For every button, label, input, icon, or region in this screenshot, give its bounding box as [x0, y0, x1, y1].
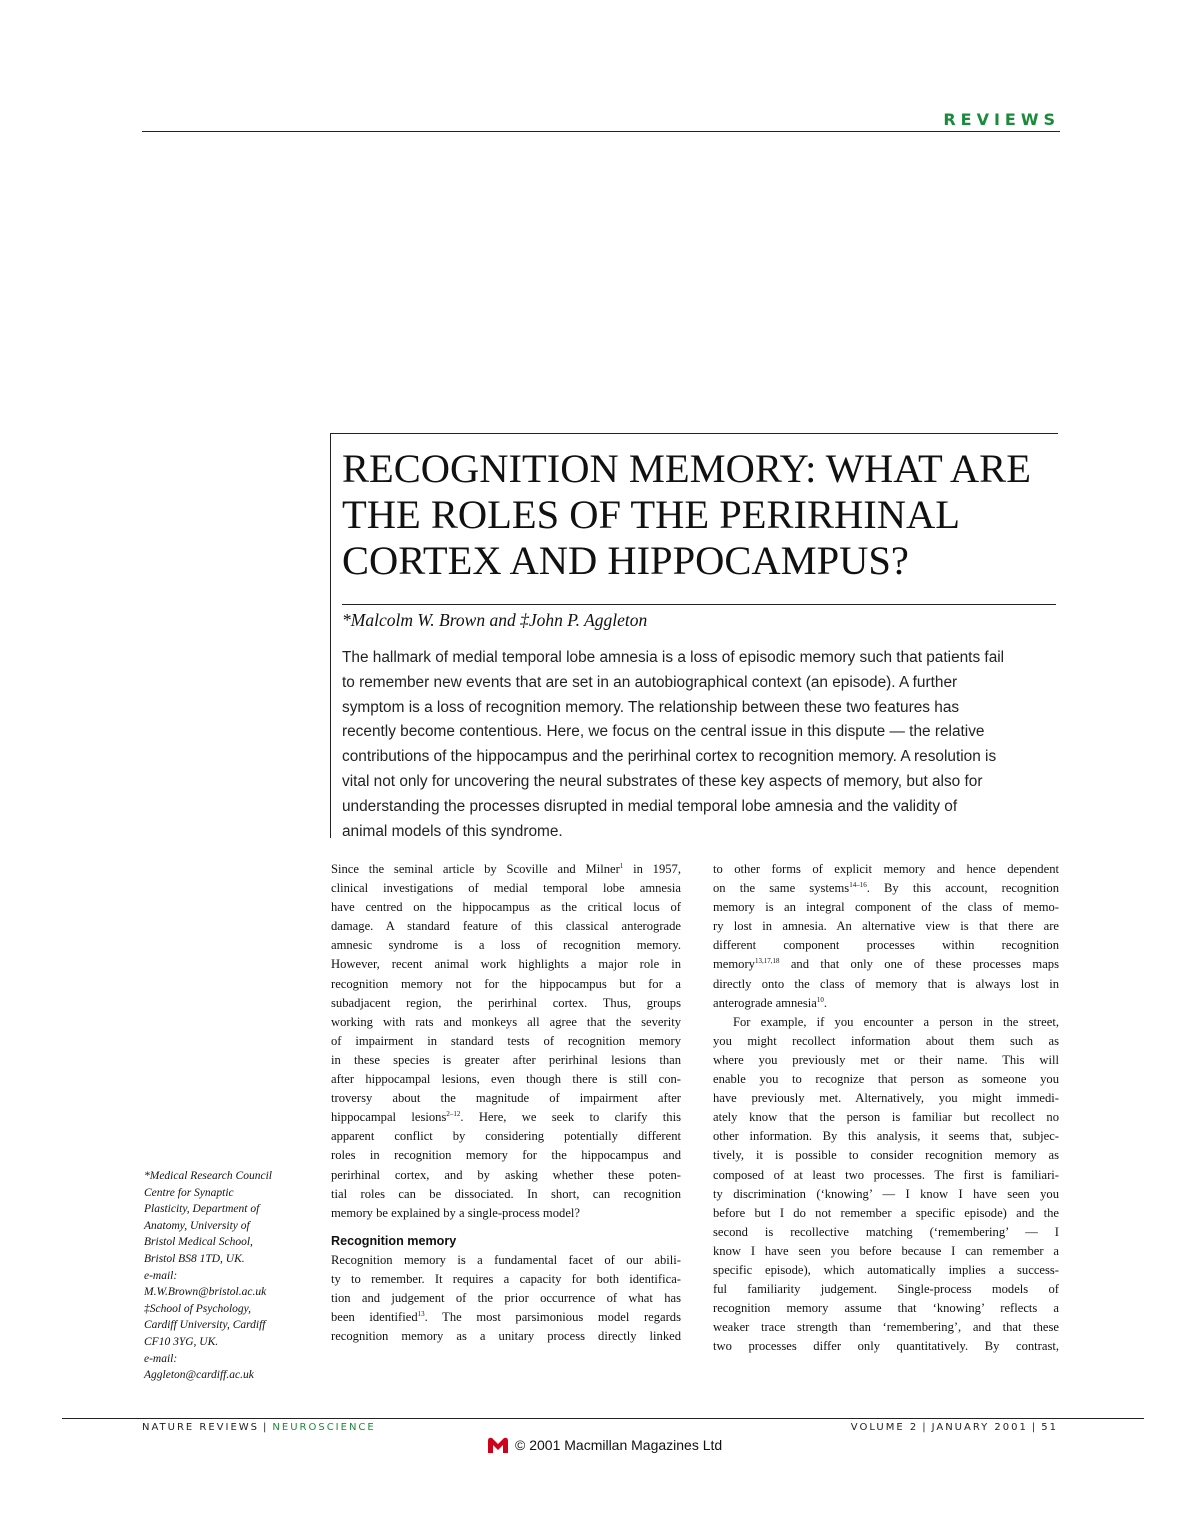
- citation: 10: [816, 995, 824, 1004]
- body-line: ty discrimination (‘knowing’ — I know I have seen you: [713, 1186, 1059, 1201]
- author-affiliations: [144, 1168, 304, 1384]
- body-line: subadjacent region, the perirhinal cortex. Thus, groups: [331, 995, 681, 1010]
- body-line: recognition memory assume that ‘knowing’ reflects a: [713, 1301, 1059, 1316]
- body-line: to other forms of explicit memory and hence dependent: [713, 862, 1059, 876]
- body-line: However, recent animal work highlights a major role in: [331, 957, 681, 972]
- body-line: ry lost in amnesia. An alternative view is that there are: [713, 919, 1059, 934]
- body-line: you might recollect information about them such as: [713, 1033, 1059, 1048]
- body-line: tion and judgement of the prior occurrence of what has: [331, 1291, 681, 1306]
- body-line: perirhinal cortex, and by asking whether these poten-: [331, 1167, 681, 1182]
- abstract-line: vital not only for uncovering the neural substrates of these key aspects of memory, but also for: [342, 772, 983, 790]
- body-line: of impairment in standard tests of recognition memory: [331, 1033, 681, 1048]
- abstract-line: symptom is a loss of recognition memory. The relationship between these two features has: [342, 698, 960, 716]
- affiliation-line: Bristol Medical School,: [144, 1236, 253, 1249]
- affiliation-line: Bristol BS8 1TD, UK.: [144, 1252, 245, 1265]
- title-frame-left: [330, 433, 331, 838]
- body-column-1: [331, 860, 681, 1346]
- body-line: have centred on the hippocampus as the critical locus of: [331, 900, 681, 915]
- body-line: troversy about the magnitude of impairment after: [331, 1091, 681, 1106]
- body-line: ty to remember. It requires a capacity for both identifica-: [331, 1271, 681, 1286]
- body-line: ful familiarity judgement. Single-process models of: [713, 1282, 1059, 1297]
- copyright-notice: [487, 1436, 722, 1454]
- affiliation-line: Plasticity, Department of: [144, 1203, 260, 1216]
- footer-journal: NATURE REVIEWS | NEUROSCIENCE: [142, 1422, 376, 1433]
- issue-date: JANUARY 2001: [931, 1422, 1028, 1433]
- body-line: memory is an integral component of the class of memo-: [713, 900, 1059, 915]
- body-column-2: [713, 860, 1059, 1356]
- citation: 13,17,18: [754, 957, 780, 966]
- body-line: anterograde amnesia$^{10}$.: [713, 995, 827, 1010]
- copyright-text: © 2001 Macmillan Magazines Ltd: [515, 1437, 723, 1453]
- email-link[interactable]: Aggleton@cardiff.ac.uk: [144, 1369, 254, 1382]
- body-line: in these species is greater after perirhinal lesions than: [331, 1052, 681, 1067]
- body-line: damage. A standard feature of this classical anterograde: [331, 919, 681, 934]
- title-line: THE ROLES OF THE PERIRHINAL: [342, 492, 961, 537]
- body-line: before but I do not remember a specific episode) and the: [713, 1205, 1059, 1220]
- body-line: specific episode), which automatically implies a success-: [713, 1262, 1059, 1277]
- section-label: REVIEWS: [943, 110, 1060, 129]
- abstract-line: animal models of this syndrome.: [342, 822, 563, 840]
- body-line: Since the seminal article by Scoville and Milner$^1$ in 1957,: [331, 862, 681, 876]
- body-line: composed of at least two processes. The first is familiari-: [713, 1167, 1059, 1182]
- body-line: ately know that the person is familiar but recollect no: [713, 1110, 1059, 1125]
- volume: VOLUME 2: [850, 1422, 919, 1433]
- section-heading: Recognition memory: [331, 1233, 457, 1248]
- authors: *Malcolm W. Brown and ‡John P. Aggleton: [342, 610, 648, 630]
- citation: 1: [619, 862, 624, 870]
- body-line: know I have seen you before because I can remember a: [713, 1243, 1059, 1258]
- body-line: For example, if you encounter a person in the street,: [733, 1014, 1059, 1029]
- body-line: memory be explained by a single-process model?: [331, 1205, 580, 1220]
- body-line: roles in recognition memory for the hippocampus and: [331, 1148, 681, 1163]
- affiliation-line: *Medical Research Council: [144, 1170, 272, 1182]
- article-title: [342, 446, 1058, 584]
- affiliation-line: e-mail:: [144, 1352, 178, 1365]
- affiliation-line: Anatomy, University of: [144, 1219, 250, 1232]
- body-line: amnesic syndrome is a loss of recognition memory.: [331, 938, 681, 953]
- email-link[interactable]: M.W.Brown@bristol.ac.uk: [144, 1286, 267, 1299]
- body-line: recognition memory not for the hippocampus but for a: [331, 976, 681, 991]
- title-frame-top: [330, 433, 1058, 434]
- title-rule: [342, 604, 1056, 605]
- body-line: directly onto the class of memory that is always lost in: [713, 976, 1059, 991]
- body-line: after hippocampal lesions, even though there is still con-: [331, 1072, 681, 1087]
- body-line: weaker trace strength than ‘remembering’, and that these: [713, 1320, 1059, 1335]
- citation: 13: [417, 1310, 425, 1319]
- body-line: tial roles can be dissociated. In short, can recognition: [331, 1186, 681, 1201]
- journal-section: NEUROSCIENCE: [272, 1422, 376, 1433]
- body-line: different component processes within recognition: [713, 938, 1059, 953]
- body-line: hippocampal lesions$^{2-12}$. Here, we seek to clarify this: [331, 1110, 681, 1125]
- title-line: CORTEX AND HIPPOCAMPUS?: [342, 538, 909, 583]
- citation: 2–12: [446, 1110, 461, 1119]
- affiliation-line: Cardiff University, Cardiff: [144, 1319, 266, 1332]
- abstract: [342, 646, 1054, 844]
- body-line: recognition memory as a unitary process directly linked: [331, 1329, 681, 1344]
- abstract-line: understanding the processes disrupted in medial temporal lobe amnesia and the validity of: [342, 797, 958, 815]
- footer-issue: VOLUME 2 | JANUARY 2001 | 51: [850, 1422, 1058, 1433]
- affiliation-line: CF10 3YG, UK.: [144, 1335, 219, 1348]
- body-line: have previously met. Alternatively, you might immedi-: [713, 1091, 1059, 1106]
- abstract-line: to remember new events that are set in an autobiographical context (an episode). A further: [342, 673, 958, 691]
- body-line: apparent conflict by considering potentially different: [331, 1129, 681, 1144]
- footer-rule: [62, 1418, 1144, 1419]
- abstract-line: recently become contentious. Here, we focus on the central issue in this dispute — the relative: [342, 723, 985, 741]
- body-line: been identified$^{13}$. The most parsimonious model regards: [331, 1310, 682, 1325]
- header-rule: [142, 131, 1060, 132]
- body-line: memory$^{13,17,18}$ and that only one of these processes maps: [713, 957, 1059, 972]
- citation: 14–16: [849, 881, 867, 890]
- journal-name: NATURE REVIEWS: [142, 1422, 260, 1433]
- body-line: enable you to recognize that person as someone you: [713, 1072, 1059, 1087]
- body-line: two processes differ only quantitatively. By contrast,: [713, 1339, 1059, 1354]
- body-line: clinical investigations of medial temporal lobe amnesia: [331, 881, 681, 896]
- page-number: 51: [1041, 1422, 1058, 1433]
- title-line: RECOGNITION MEMORY: WHAT ARE: [342, 446, 1031, 491]
- publisher-logo-icon: [487, 1436, 509, 1454]
- body-line: other information. By this analysis, it seems that, subjec-: [713, 1129, 1059, 1144]
- abstract-line: contributions of the hippocampus and the perirhinal cortex to recognition memory. A resolution is: [342, 748, 997, 766]
- affiliation-line: e-mail:: [144, 1269, 178, 1282]
- body-line: tively, it is possible to consider recognition memory as: [713, 1148, 1059, 1163]
- body-line: where you previously met or their name. This will: [713, 1052, 1059, 1067]
- affiliation-line: Centre for Synaptic: [144, 1186, 234, 1199]
- abstract-line: The hallmark of medial temporal lobe amnesia is a loss of episodic memory such that patients fail: [342, 649, 1005, 666]
- body-line: on the same systems$^{14-16}$. By this account, recognition: [713, 881, 1060, 896]
- body-line: second is recollective matching (‘remembering’ — I: [713, 1224, 1059, 1239]
- body-line: working with rats and monkeys all agree that the severity: [331, 1014, 681, 1029]
- affiliation-line: ‡School of Psychology,: [144, 1302, 251, 1315]
- body-line: Recognition memory is a fundamental facet of our abili-: [331, 1252, 681, 1267]
